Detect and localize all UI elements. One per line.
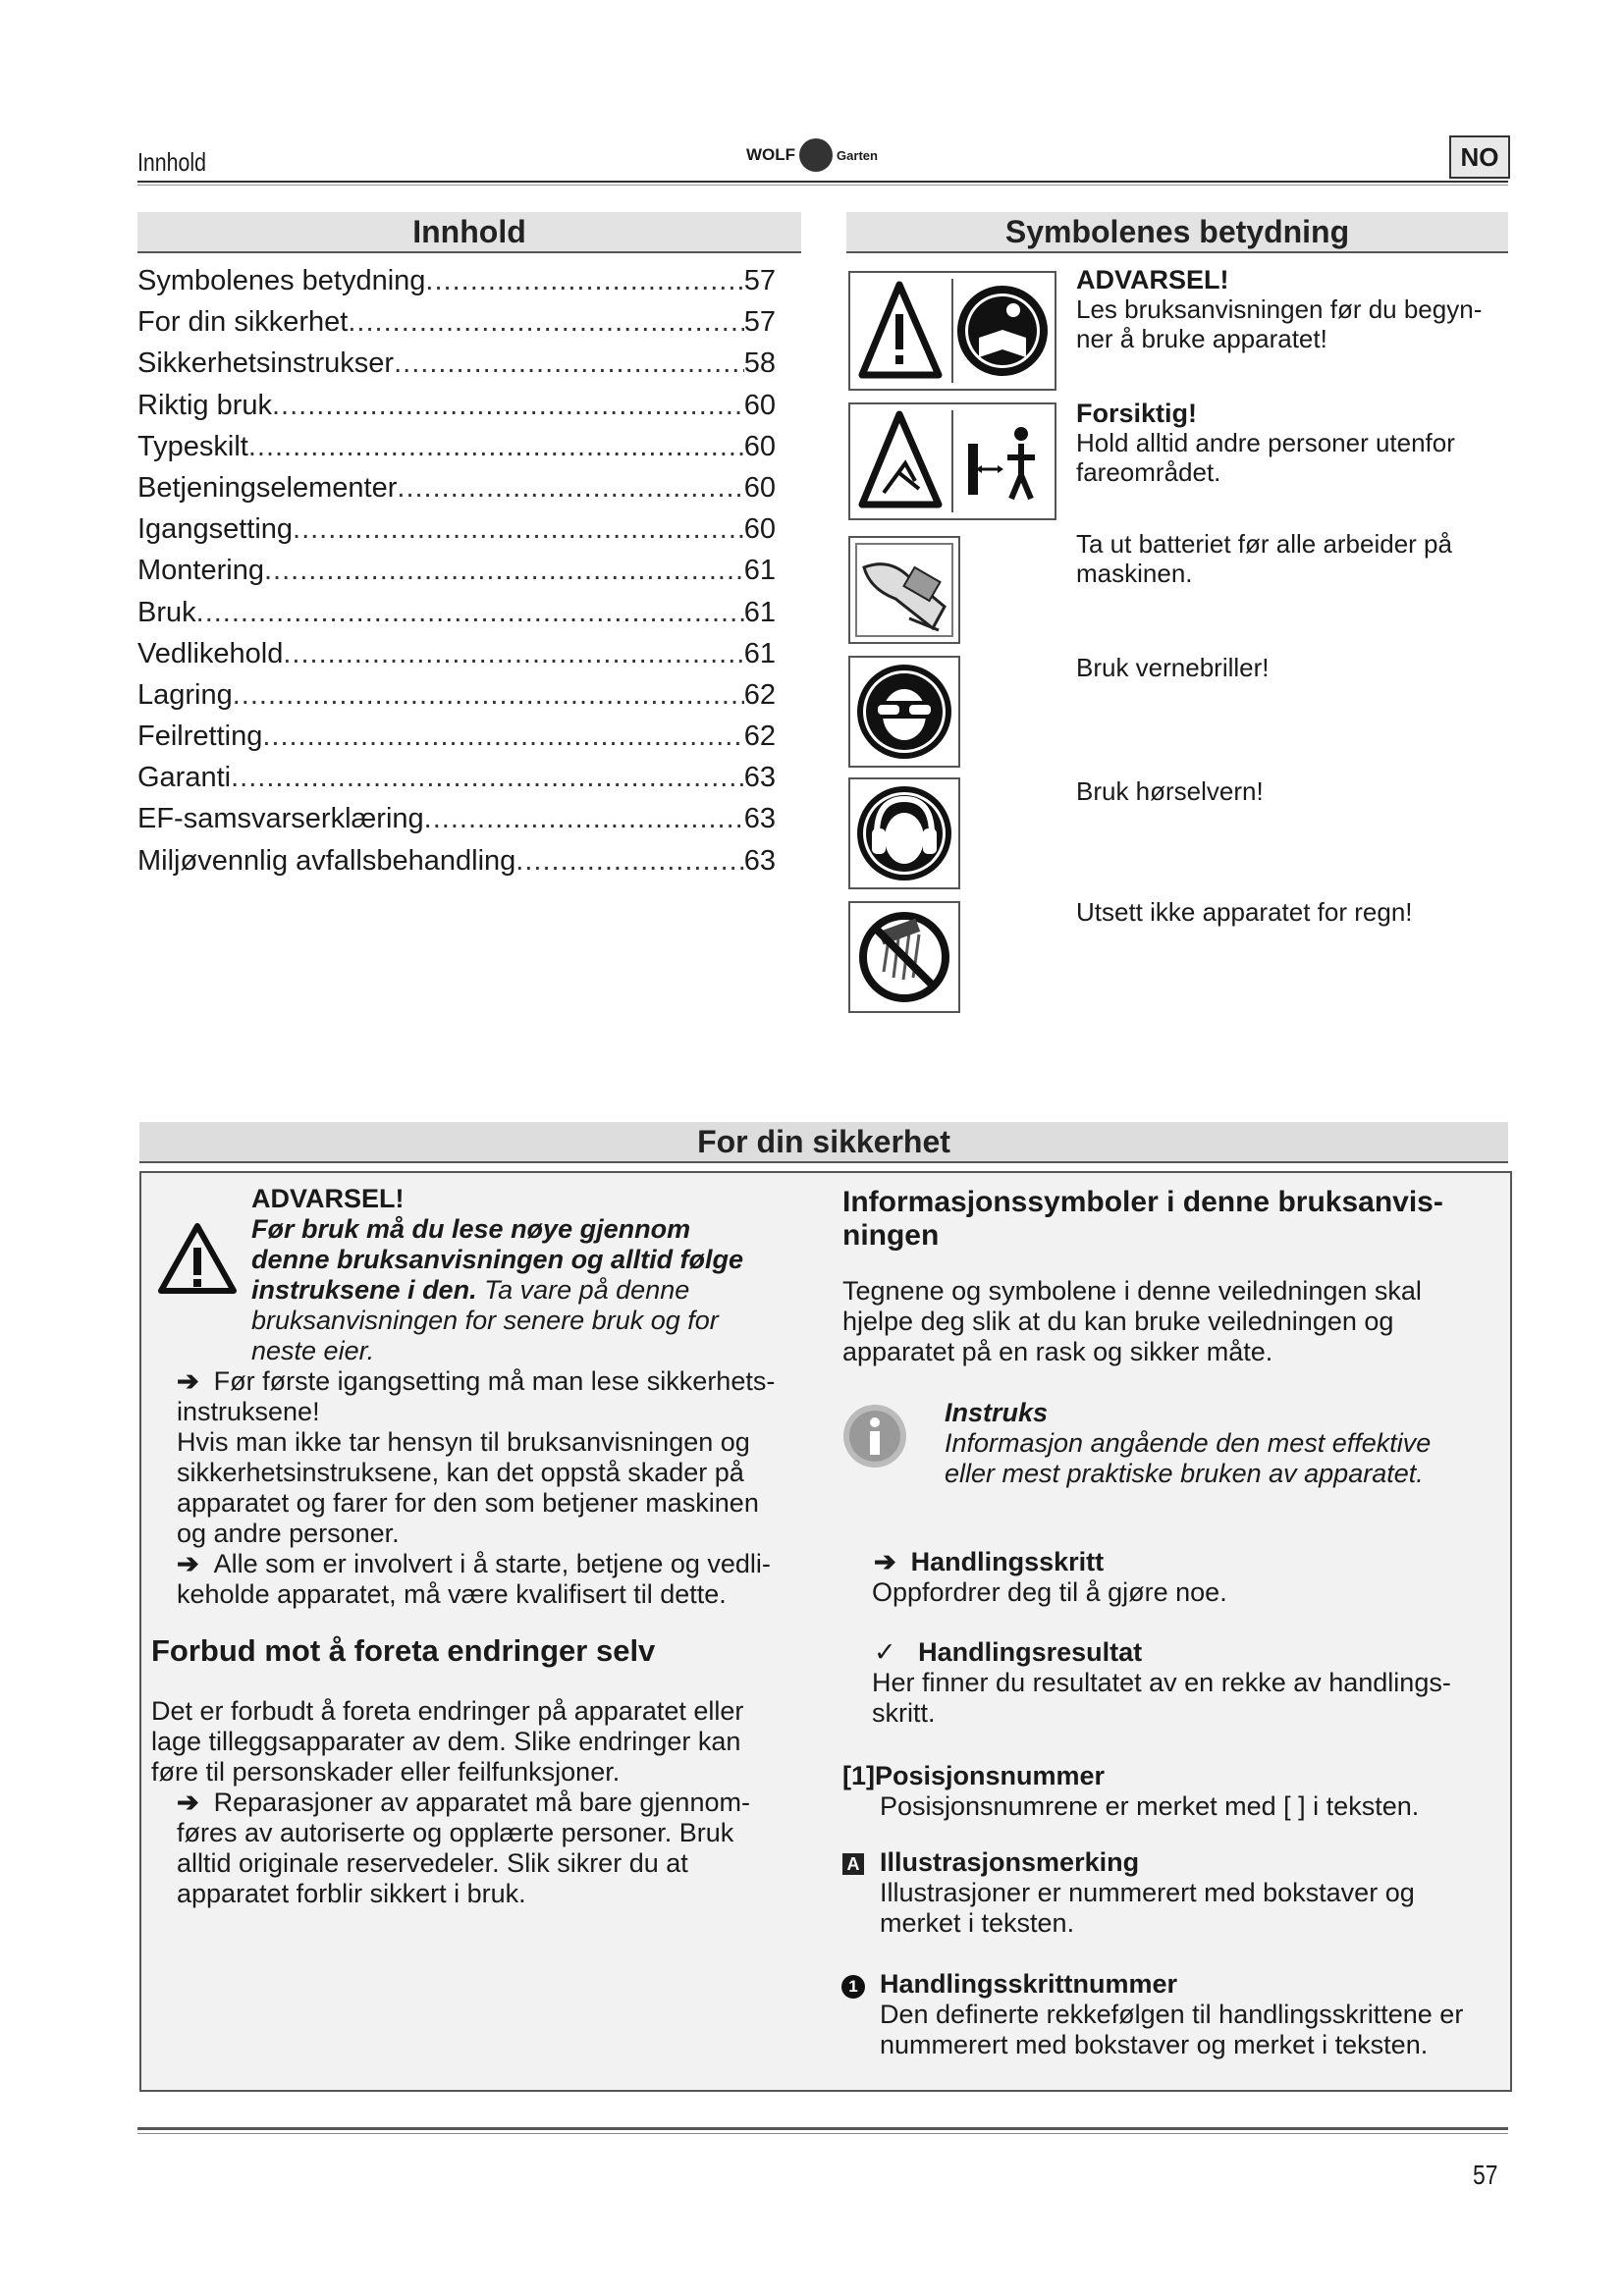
info-line-3: apparatet på en rask og sikker måte.: [842, 1337, 1273, 1366]
toc-item-label: Typeskilt: [137, 430, 248, 462]
symbol-1-line-1: Les bruksanvisningen før du begyn-: [1076, 294, 1483, 324]
toc-item: [137, 845, 776, 886]
warning-block: [251, 1184, 801, 1366]
handlingsskrittnummer-line-1: Den definerte rekkefølgen til handlingsskrittene er: [880, 2000, 1464, 2029]
toc-item-label: EF-samsvarserklæring: [137, 803, 424, 835]
warning-bold-2: denne bruksanvisningen og alltid følge: [251, 1245, 744, 1274]
wolf-head-icon: [799, 138, 833, 172]
handlingsskritt-block: [872, 1547, 1500, 1608]
toc-leader-dots: [348, 306, 743, 339]
bullet-1-line-1: Før første igangsetting må man lese sikkerhets-: [213, 1366, 776, 1396]
info-heading-line-1: Informasjonssymboler i denne bruksanvis-: [842, 1186, 1443, 1218]
toc-item: [137, 597, 776, 638]
arrow-right-icon: ➔: [177, 1788, 214, 1817]
symbol-1-text: [1076, 265, 1482, 353]
handlingsskrittnummer-block: [880, 1969, 1508, 2060]
info-heading-line-2: ningen: [842, 1219, 940, 1252]
handlingsskritt-title: Handlingsskritt: [910, 1547, 1105, 1576]
logo-text-wolf: WOLF: [746, 145, 796, 164]
handlingsresultat-block: [872, 1637, 1500, 1729]
toc-title: Innhold: [137, 212, 801, 253]
para-1-line-4: og andre personer.: [177, 1519, 400, 1548]
para-1-line-2: sikkerhetsinstruksene, kan det oppstå skader på: [177, 1458, 744, 1487]
toc-item-page: 61: [743, 555, 776, 587]
thrown-objects-distance-icon: [850, 404, 1055, 518]
language-badge: NO: [1449, 135, 1510, 179]
toc-item-label: Miljøvennlig avfallsbehandling: [137, 844, 516, 877]
toc-item-page: 60: [743, 471, 776, 504]
toc-item: [137, 390, 776, 431]
toc-item-page: 60: [743, 389, 776, 421]
toc-item-page: 63: [743, 803, 776, 835]
toc-item: [137, 347, 776, 389]
checkmark-icon: ✓: [874, 1637, 919, 1667]
info-paragraph: [842, 1276, 1500, 1367]
toc-item: [137, 431, 776, 472]
logo-text-garten: Garten: [837, 147, 878, 163]
toc-leader-dots: [262, 721, 743, 753]
step-number-icon: 1: [841, 1975, 865, 1999]
toc-item-label: Garanti: [137, 762, 232, 794]
posisjon-block: [842, 1761, 1500, 1822]
safety-title: For din sikkerhet: [139, 1122, 1508, 1163]
toc-leader-dots: [248, 431, 744, 463]
toc-item-label: Feilretting: [137, 721, 263, 753]
arrow-right-icon: ➔: [177, 1366, 214, 1396]
symbol-1-line-2: ner å bruke apparatet!: [1076, 324, 1327, 353]
no-rain-symbol: [848, 901, 960, 1013]
posisjon-text: Posisjonsnumrene er merket med [ ] i teksten.: [880, 1791, 1420, 1821]
info-heading: [842, 1186, 1443, 1253]
toc-leader-dots: [424, 803, 744, 835]
toc-item-page: 60: [743, 513, 776, 546]
bullet-3-line-3: alltid originale reservedeler. Slik sikrer du at: [177, 1848, 688, 1878]
symbol-3-text: [1076, 529, 1452, 588]
toc-list: [137, 265, 776, 886]
warning-italic-4: bruksanvisningen for senere bruk og for: [251, 1306, 719, 1335]
read-manual-symbol: [848, 271, 1056, 391]
illustration-marker-icon: A: [842, 1853, 864, 1875]
para-2-line-3: føre til personskader eller feilfunksjoner.: [151, 1757, 621, 1787]
para-2-line-1: Det er forbudt å foreta endringer på apparatet eller: [151, 1696, 744, 1726]
para-2-line-2: lage tilleggsapparater av dem. Slike endringer kan: [151, 1727, 741, 1756]
toc-item: [137, 472, 776, 513]
symbol-1-title: ADVARSEL!: [1076, 265, 1229, 294]
footer-rule-thin: [137, 2133, 1508, 2134]
symbol-2-text: [1076, 399, 1455, 487]
toc-leader-dots: [293, 513, 744, 546]
symbol-5-text: Bruk hørselvern!: [1076, 776, 1264, 806]
warning-italic-5: neste eier.: [251, 1336, 375, 1365]
handlingsskrittnummer-line-2: nummerert med bokstaver og merket i teksten.: [880, 2030, 1429, 2059]
ear-protection-icon: [850, 779, 958, 887]
symbol-3-line-2: maskinen.: [1076, 559, 1193, 588]
toc-item-label: Symbolenes betydning: [137, 265, 426, 296]
bullet-1-line-2: instruksene!: [177, 1397, 320, 1426]
toc-item: [137, 306, 776, 347]
warning-line-3: [251, 1275, 801, 1306]
goggles-symbol: [848, 656, 960, 768]
toc-item: [137, 762, 776, 803]
handlingsresultat-line-1: Her finner du resultatet av en rekke av handlings-: [872, 1668, 1451, 1697]
bullet-3-line-2: føres av autoriserte og opplærte personer. Bruk: [177, 1818, 734, 1847]
toc-leader-dots: [196, 597, 744, 629]
handlingsresultat-line-2: skritt.: [872, 1698, 936, 1728]
keep-distance-symbol: [848, 402, 1056, 520]
remove-battery-icon: [850, 538, 958, 642]
toc-item-label: Lagring: [137, 678, 233, 711]
toc-item: [137, 638, 776, 679]
toc-item-page: 58: [743, 347, 776, 380]
toc-leader-dots: [272, 390, 744, 422]
forbud-paragraph: [151, 1696, 839, 1909]
symbol-2-line-2: fareområdet.: [1076, 457, 1221, 487]
toc-item-page: 61: [743, 596, 776, 628]
toc-leader-dots: [397, 472, 743, 505]
bullet-2-line-1: Alle som er involvert i å starte, betjene og vedli-: [213, 1549, 771, 1578]
toc-item-label: For din sikkerhet: [137, 306, 349, 339]
position-marker: [1]: [842, 1761, 875, 1790]
info-line-2: hjelpe deg slik at du kan bruke veiledningen og: [842, 1307, 1394, 1336]
no-rain-icon: [850, 903, 958, 1011]
illustrasjon-line-2: merket i teksten.: [880, 1908, 1075, 1938]
running-header: Innhold: [137, 147, 206, 177]
toc-item: [137, 679, 776, 721]
warning-title: ADVARSEL!: [251, 1184, 405, 1213]
toc-item: [137, 513, 776, 555]
toc-item-page: 61: [743, 637, 776, 669]
instruks-title: Instruks: [945, 1398, 1049, 1427]
toc-leader-dots: [515, 845, 743, 878]
toc-item-page: 62: [743, 678, 776, 711]
footer-rule: [137, 2127, 1508, 2130]
warning-bold-3: instruksene i den.: [251, 1275, 477, 1305]
bullet-3-line-1: Reparasjoner av apparatet må bare gjennom-: [213, 1788, 750, 1817]
toc-leader-dots: [394, 347, 744, 380]
arrow-right-icon: ➔: [874, 1547, 911, 1576]
toc-leader-dots: [264, 555, 744, 587]
symbol-3-line-1: Ta ut batteriet før alle arbeider på: [1076, 529, 1452, 559]
instruks-line-2: eller mest praktiske bruken av apparatet.: [945, 1459, 1424, 1488]
instruks-line-1: Informasjon angående den mest effektive: [945, 1428, 1432, 1458]
info-icon: [840, 1402, 909, 1470]
toc-item-label: Riktig bruk: [137, 389, 272, 421]
illustrasjon-block: [880, 1847, 1508, 1939]
toc-item: [137, 265, 776, 306]
warning-italic-3: Ta vare på denne: [476, 1275, 690, 1305]
symbol-2-line-1: Hold alltid andre personer utenfor: [1076, 428, 1455, 457]
symbol-4-text: Bruk vernebriller!: [1076, 653, 1270, 682]
arrow-right-icon: ➔: [177, 1549, 214, 1578]
toc-item: [137, 803, 776, 844]
posisjon-title: Posisjonsnummer: [875, 1761, 1106, 1790]
header-rule-thin: [137, 185, 1508, 186]
info-line-1: Tegnene og symbolene i denne veiledningen skal: [842, 1276, 1422, 1306]
page-number: 57: [1473, 2160, 1498, 2190]
ear-protection-symbol: [848, 777, 960, 889]
toc-item-label: Igangsetting: [137, 513, 294, 546]
symbol-2-title: Forsiktig!: [1076, 399, 1198, 428]
toc-item: [137, 721, 776, 762]
toc-item-label: Sikkerhetsinstrukser: [137, 347, 395, 380]
toc-item-label: Vedlikehold: [137, 637, 284, 669]
handlingsskritt-text: Oppfordrer deg til å gjøre noe.: [872, 1577, 1227, 1607]
toc-item-label: Bruk: [137, 596, 196, 628]
bullet-1: [177, 1366, 844, 1610]
toc-item-page: 62: [743, 721, 776, 753]
toc-leader-dots: [425, 265, 743, 297]
toc-item-page: 60: [743, 430, 776, 462]
toc-leader-dots: [231, 762, 744, 794]
bullet-3-line-4: apparatet forblir sikkert i bruk.: [177, 1879, 526, 1908]
toc-item-page: 63: [743, 844, 776, 877]
header-rule: [137, 181, 1508, 183]
illustrasjon-title: Illustrasjonsmerking: [880, 1847, 1140, 1877]
handlingsskrittnummer-title: Handlingsskrittnummer: [880, 1969, 1178, 1999]
battery-symbol: [848, 536, 960, 644]
instruks-block: [945, 1398, 1494, 1489]
bullet-2-line-2: keholde apparatet, må være kvalifisert til dette.: [177, 1579, 727, 1609]
toc-item-page: 57: [743, 306, 776, 339]
forbud-heading: Forbud mot å foreta endringer selv: [151, 1633, 656, 1668]
warning-bold-1: Før bruk må du lese nøye gjennom: [251, 1214, 691, 1244]
toc-item-page: 63: [743, 762, 776, 794]
handlingsresultat-title: Handlingsresultat: [918, 1637, 1143, 1667]
toc-item-label: Betjeningselementer: [137, 471, 398, 504]
warning-read-manual-icon: [850, 273, 1055, 389]
toc-item: [137, 555, 776, 596]
toc-item-label: Montering: [137, 555, 264, 587]
illustrasjon-line-1: Illustrasjoner er nummerert med bokstaver og: [880, 1878, 1415, 1907]
para-1-line-3: apparatet og farer for den som betjener maskinen: [177, 1488, 759, 1518]
toc-leader-dots: [283, 638, 743, 670]
warning-triangle-icon: [155, 1220, 240, 1297]
toc-leader-dots: [233, 679, 744, 712]
para-1-line-1: Hvis man ikke tar hensyn til bruksanvisningen og: [177, 1427, 750, 1457]
brand-logo: [746, 137, 878, 173]
safety-goggles-icon: [850, 658, 958, 766]
toc-item-page: 57: [743, 265, 776, 296]
symbol-6-text: Utsett ikke apparatet for regn!: [1076, 897, 1413, 927]
symbols-title: Symbolenes betydning: [846, 212, 1508, 253]
